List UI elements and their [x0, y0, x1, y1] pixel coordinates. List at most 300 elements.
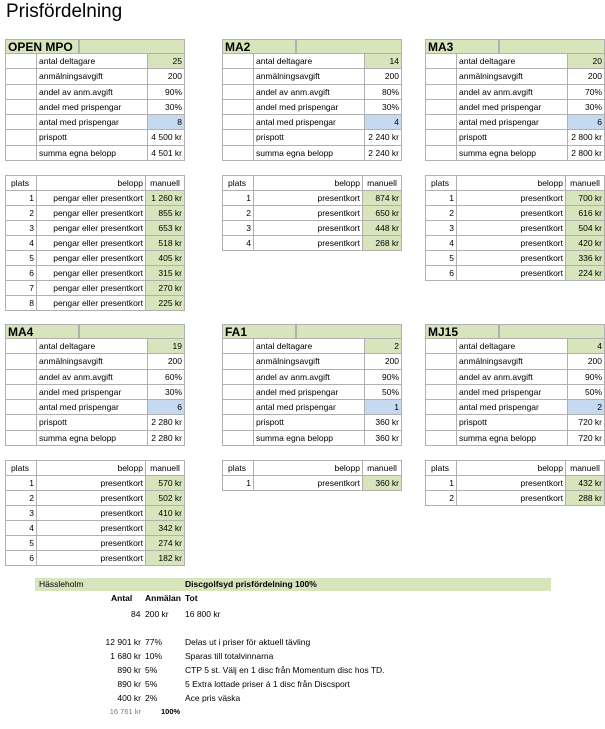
info-value: 90%: [147, 85, 185, 100]
summary-pct: 2%: [145, 693, 158, 703]
info-label: antal med prispengar: [253, 400, 364, 415]
prize-type: presentkort: [456, 236, 565, 251]
info-row: [5, 339, 185, 354]
prize-row: [425, 206, 605, 221]
spacer: [425, 400, 456, 415]
spacer: [5, 100, 36, 115]
info-value: 200: [147, 354, 185, 369]
header-belopp: belopp: [253, 176, 362, 191]
info-label: summa egna belopp: [456, 146, 567, 161]
info-row: [5, 370, 185, 385]
info-row: [222, 339, 402, 354]
prize-type: presentkort: [36, 551, 145, 566]
prize-place: 3: [222, 221, 253, 236]
info-value[interactable]: 8: [147, 115, 185, 130]
info-value: 2 280 kr: [147, 415, 185, 430]
prize-amount[interactable]: 700 kr: [565, 191, 605, 206]
prize-row: [5, 251, 185, 266]
prize-place: 1: [425, 476, 456, 491]
prize-type: presentkort: [456, 266, 565, 281]
info-label: antal med prispengar: [36, 115, 147, 130]
class-title-fill: [79, 324, 185, 339]
info-value[interactable]: 20: [567, 54, 605, 69]
prize-row: [222, 476, 402, 491]
spacer: [222, 431, 253, 446]
spacer: [425, 339, 456, 354]
spacer: [222, 400, 253, 415]
info-label: andel med prispengar: [456, 100, 567, 115]
class-info-2: [425, 39, 605, 161]
prize-place: 2: [5, 491, 36, 506]
prize-row: [5, 236, 185, 251]
header-belopp: belopp: [253, 461, 362, 476]
info-row: [425, 431, 605, 446]
info-row: [5, 54, 185, 69]
prize-amount[interactable]: 518 kr: [145, 236, 185, 251]
prize-place: 5: [5, 251, 36, 266]
info-label: prispott: [253, 130, 364, 145]
prize-row: [5, 491, 185, 506]
info-label: andel av anm.avgift: [36, 85, 147, 100]
header-plats: plats: [425, 176, 456, 191]
header-manuell: manuell: [565, 176, 605, 191]
prize-place: 1: [222, 476, 253, 491]
info-label: prispott: [456, 415, 567, 430]
info-label: prispott: [36, 130, 147, 145]
spacer: [222, 385, 253, 400]
info-row: [222, 431, 402, 446]
spacer: [5, 354, 36, 369]
summary-amount: 12 901 kr: [105, 637, 141, 647]
prize-type: presentkort: [36, 476, 145, 491]
info-label: summa egna belopp: [456, 431, 567, 446]
header-manuell: manuell: [362, 461, 402, 476]
prize-place: 5: [425, 251, 456, 266]
prize-place: 6: [425, 266, 456, 281]
prize-row: [425, 191, 605, 206]
spacer: [5, 54, 36, 69]
info-label: antal med prispengar: [456, 400, 567, 415]
prize-place: 4: [425, 236, 456, 251]
info-row: [425, 385, 605, 400]
prize-row: [5, 521, 185, 536]
info-label: antal deltagare: [36, 54, 147, 69]
info-row: [222, 354, 402, 369]
prize-type: presentkort: [253, 206, 362, 221]
info-label: summa egna belopp: [36, 146, 147, 161]
class-info-0: [5, 39, 185, 161]
info-row: [5, 431, 185, 446]
info-label: summa egna belopp: [36, 431, 147, 446]
prize-amount[interactable]: 225 kr: [145, 296, 185, 311]
prize-place: 1: [425, 191, 456, 206]
info-row: [425, 400, 605, 415]
info-label: anmälningsavgift: [253, 69, 364, 84]
header-manuell: manuell: [362, 176, 402, 191]
prize-type: presentkort: [253, 476, 362, 491]
prize-row: [5, 551, 185, 566]
summary-antal: 84: [131, 609, 141, 619]
spacer: [425, 146, 456, 161]
info-label: andel med prispengar: [253, 385, 364, 400]
spacer: [425, 415, 456, 430]
info-row: [5, 100, 185, 115]
info-label: andel med prispengar: [36, 100, 147, 115]
prize-table-2: [425, 175, 605, 281]
class-title-fill: [499, 39, 605, 54]
info-row: [222, 69, 402, 84]
spacer: [222, 146, 253, 161]
info-label: antal deltagare: [253, 54, 364, 69]
summary-pct: 5%: [145, 665, 158, 675]
info-value: 360 kr: [364, 415, 402, 430]
info-value: 4 500 kr: [147, 130, 185, 145]
info-row: [5, 385, 185, 400]
prize-type: presentkort: [456, 191, 565, 206]
summary-heading: Discgolfsyd prisfördelning 100%: [185, 578, 551, 591]
header-plats: plats: [5, 461, 36, 476]
summary-desc: Ace pris väska: [185, 693, 241, 703]
class-title: FA1: [222, 324, 296, 339]
prize-header: [5, 460, 185, 476]
info-label: antal med prispengar: [456, 115, 567, 130]
info-row: [5, 400, 185, 415]
prize-amount[interactable]: 182 kr: [145, 551, 185, 566]
prize-row: [222, 191, 402, 206]
prize-type: presentkort: [36, 521, 145, 536]
info-value: 50%: [567, 385, 605, 400]
class-title-fill: [296, 39, 402, 54]
info-row: [425, 146, 605, 161]
prize-amount[interactable]: 855 kr: [145, 206, 185, 221]
summary-amount: 1 680 kr: [110, 651, 141, 661]
prize-row: [425, 266, 605, 281]
spacer: [425, 385, 456, 400]
info-label: andel av anm.avgift: [253, 85, 364, 100]
spacer: [5, 115, 36, 130]
info-row: [222, 54, 402, 69]
info-row: [5, 354, 185, 369]
prize-type: presentkort: [456, 206, 565, 221]
prize-type: presentkort: [456, 251, 565, 266]
info-row: [222, 115, 402, 130]
summary-pct: 10%: [145, 651, 163, 661]
prize-type: presentkort: [36, 506, 145, 521]
info-value[interactable]: 2: [567, 400, 605, 415]
prize-row: [5, 221, 185, 236]
prize-type: pengar eller presentkort: [36, 206, 145, 221]
info-row: [222, 415, 402, 430]
prize-amount[interactable]: 502 kr: [145, 491, 185, 506]
prize-place: 7: [5, 281, 36, 296]
prize-header: [5, 175, 185, 191]
info-label: andel med prispengar: [36, 385, 147, 400]
prize-amount[interactable]: 448 kr: [362, 221, 402, 236]
info-label: antal deltagare: [253, 339, 364, 354]
prize-header: [425, 175, 605, 191]
spacer: [222, 85, 253, 100]
spacer: [425, 85, 456, 100]
header-belopp: belopp: [36, 176, 145, 191]
summary-location: Hässleholm: [39, 579, 84, 589]
info-label: prispott: [456, 130, 567, 145]
prize-table-3: [5, 460, 185, 566]
summary-anmalan: 200 kr: [145, 609, 169, 619]
info-label: antal deltagare: [456, 54, 567, 69]
info-value[interactable]: 25: [147, 54, 185, 69]
prize-amount[interactable]: 504 kr: [565, 221, 605, 236]
prize-type: pengar eller presentkort: [36, 266, 145, 281]
prize-row: [5, 536, 185, 551]
spacer: [425, 354, 456, 369]
prize-type: presentkort: [456, 221, 565, 236]
info-row: [425, 69, 605, 84]
info-value: 200: [567, 69, 605, 84]
prize-amount[interactable]: 874 kr: [362, 191, 402, 206]
prize-amount[interactable]: 315 kr: [145, 266, 185, 281]
info-value: 30%: [147, 385, 185, 400]
header-belopp: belopp: [36, 461, 145, 476]
summary-total-kr: 16 761 kr: [109, 707, 141, 716]
info-row: [222, 370, 402, 385]
prize-type: pengar eller presentkort: [36, 221, 145, 236]
prize-row: [425, 491, 605, 506]
info-value: 70%: [567, 85, 605, 100]
info-label: antal med prispengar: [36, 400, 147, 415]
header-manuell: manuell: [565, 461, 605, 476]
header-plats: plats: [222, 461, 253, 476]
spacer: [425, 130, 456, 145]
spacer: [425, 69, 456, 84]
summary-location-cell: [35, 578, 185, 591]
spacer: [5, 370, 36, 385]
spacer: [5, 431, 36, 446]
spacer: [5, 69, 36, 84]
prize-row: [5, 281, 185, 296]
info-value: 50%: [364, 385, 402, 400]
spacer: [425, 115, 456, 130]
prize-amount[interactable]: 336 kr: [565, 251, 605, 266]
prize-amount[interactable]: 360 kr: [362, 476, 402, 491]
info-value: 4 501 kr: [147, 146, 185, 161]
info-label: antal deltagare: [456, 339, 567, 354]
prize-row: [5, 266, 185, 281]
header-belopp: belopp: [456, 461, 565, 476]
info-value: 90%: [364, 370, 402, 385]
info-label: anmälningsavgift: [253, 354, 364, 369]
info-row: [425, 85, 605, 100]
info-row: [425, 130, 605, 145]
info-row: [222, 130, 402, 145]
prize-amount[interactable]: 432 kr: [565, 476, 605, 491]
prize-place: 4: [5, 521, 36, 536]
info-value: 2 800 kr: [567, 146, 605, 161]
prize-amount[interactable]: 342 kr: [145, 521, 185, 536]
info-label: anmälningsavgift: [36, 69, 147, 84]
info-value[interactable]: 6: [147, 400, 185, 415]
prize-amount[interactable]: 270 kr: [145, 281, 185, 296]
spacer: [222, 115, 253, 130]
prize-row: [5, 506, 185, 521]
info-label: anmälningsavgift: [36, 354, 147, 369]
info-row: [425, 115, 605, 130]
info-row: [425, 339, 605, 354]
prize-place: 2: [425, 491, 456, 506]
prize-place: 2: [425, 206, 456, 221]
spacer: [425, 54, 456, 69]
info-row: [222, 400, 402, 415]
prize-row: [5, 296, 185, 311]
prize-header: [222, 460, 402, 476]
prize-row: [222, 236, 402, 251]
info-label: prispott: [36, 415, 147, 430]
info-value[interactable]: 1: [364, 400, 402, 415]
info-value[interactable]: 4: [567, 339, 605, 354]
prize-amount[interactable]: 224 kr: [565, 266, 605, 281]
summary-amount: 400 kr: [117, 693, 141, 703]
info-label: anmälningsavgift: [456, 354, 567, 369]
header-belopp: belopp: [456, 176, 565, 191]
prize-amount[interactable]: 650 kr: [362, 206, 402, 221]
class-title: MA4: [5, 324, 79, 339]
spacer: [222, 354, 253, 369]
class-info-5: [425, 324, 605, 446]
prize-row: [5, 206, 185, 221]
info-label: anmälningsavgift: [456, 69, 567, 84]
summary-desc: Sparas till totalvinnarna: [185, 651, 274, 661]
spacer: [222, 415, 253, 430]
prize-place: 6: [5, 266, 36, 281]
prize-amount[interactable]: 288 kr: [565, 491, 605, 506]
class-title-fill: [296, 324, 402, 339]
info-row: [5, 146, 185, 161]
info-label: andel av anm.avgift: [36, 370, 147, 385]
prize-place: 6: [5, 551, 36, 566]
info-value: 2 800 kr: [567, 130, 605, 145]
spacer: [222, 339, 253, 354]
summary-pct: 5%: [145, 679, 158, 689]
class-title-fill: [499, 324, 605, 339]
prize-amount[interactable]: 410 kr: [145, 506, 185, 521]
info-value[interactable]: 4: [364, 115, 402, 130]
info-label: prispott: [253, 415, 364, 430]
prize-row: [5, 191, 185, 206]
spacer: [425, 370, 456, 385]
prize-amount[interactable]: 420 kr: [565, 236, 605, 251]
info-row: [425, 415, 605, 430]
info-value[interactable]: 14: [364, 54, 402, 69]
prize-amount[interactable]: 570 kr: [145, 476, 185, 491]
prize-amount[interactable]: 616 kr: [565, 206, 605, 221]
prize-table-1: [222, 175, 402, 251]
info-label: andel med prispengar: [456, 385, 567, 400]
info-row: [222, 100, 402, 115]
spacer: [5, 130, 36, 145]
prize-amount[interactable]: 405 kr: [145, 251, 185, 266]
prize-row: [425, 476, 605, 491]
spacer: [5, 146, 36, 161]
prize-place: 8: [5, 296, 36, 311]
prize-place: 2: [5, 206, 36, 221]
info-value[interactable]: 19: [147, 339, 185, 354]
summary-desc: Delas ut i priser för aktuell tävling: [185, 637, 311, 647]
spacer: [5, 415, 36, 430]
header-plats: plats: [222, 176, 253, 191]
prize-type: presentkort: [253, 236, 362, 251]
spacer: [222, 130, 253, 145]
info-row: [425, 54, 605, 69]
info-label: andel av anm.avgift: [456, 85, 567, 100]
prize-row: [222, 221, 402, 236]
info-row: [5, 415, 185, 430]
summary-total-pct: 100%: [161, 707, 181, 716]
summary-col-antal: Antal: [111, 593, 133, 603]
class-title: MA2: [222, 39, 296, 54]
spacer: [5, 339, 36, 354]
prize-amount[interactable]: 274 kr: [145, 536, 185, 551]
prize-row: [222, 206, 402, 221]
info-row: [5, 130, 185, 145]
prize-place: 3: [5, 506, 36, 521]
class-title: OPEN MPO: [5, 39, 79, 54]
header-manuell: manuell: [145, 461, 185, 476]
info-label: summa egna belopp: [253, 146, 364, 161]
info-value: 90%: [567, 370, 605, 385]
info-value: 200: [147, 69, 185, 84]
header-plats: plats: [425, 461, 456, 476]
spacer: [5, 400, 36, 415]
prize-place: 2: [222, 206, 253, 221]
info-row: [425, 100, 605, 115]
prize-type: pengar eller presentkort: [36, 236, 145, 251]
prize-place: 3: [5, 221, 36, 236]
prize-type: presentkort: [253, 221, 362, 236]
info-row: [222, 146, 402, 161]
summary-desc: 5 Extra lottade priser á 1 disc från Discsport: [185, 679, 350, 689]
prize-header: [222, 175, 402, 191]
spacer: [425, 431, 456, 446]
class-info-1: [222, 39, 402, 161]
prize-table-0: [5, 175, 185, 311]
info-label: summa egna belopp: [253, 431, 364, 446]
info-value: 200: [364, 354, 402, 369]
prize-amount[interactable]: 653 kr: [145, 221, 185, 236]
prize-amount[interactable]: 1 260 kr: [145, 191, 185, 206]
info-value: 2 240 kr: [364, 130, 402, 145]
info-value: 2 240 kr: [364, 146, 402, 161]
info-label: andel av anm.avgift: [253, 370, 364, 385]
summary-col-tot: Tot: [185, 593, 198, 603]
prize-amount[interactable]: 268 kr: [362, 236, 402, 251]
info-value: 720 kr: [567, 415, 605, 430]
prize-row: [425, 251, 605, 266]
summary-col-anmalan: Anmälan: [145, 593, 181, 603]
info-row: [5, 85, 185, 100]
info-value[interactable]: 2: [364, 339, 402, 354]
spacer: [222, 370, 253, 385]
prize-place: 4: [5, 236, 36, 251]
spacer: [222, 100, 253, 115]
page-title: Prisfördelning: [6, 1, 123, 22]
prize-type: pengar eller presentkort: [36, 296, 145, 311]
info-value: 30%: [364, 100, 402, 115]
prize-type: pengar eller presentkort: [36, 191, 145, 206]
info-value[interactable]: 6: [567, 115, 605, 130]
class-info-4: [222, 324, 402, 446]
prize-place: 1: [5, 476, 36, 491]
summary-tot: 16 800 kr: [185, 609, 221, 619]
prize-header: [425, 460, 605, 476]
